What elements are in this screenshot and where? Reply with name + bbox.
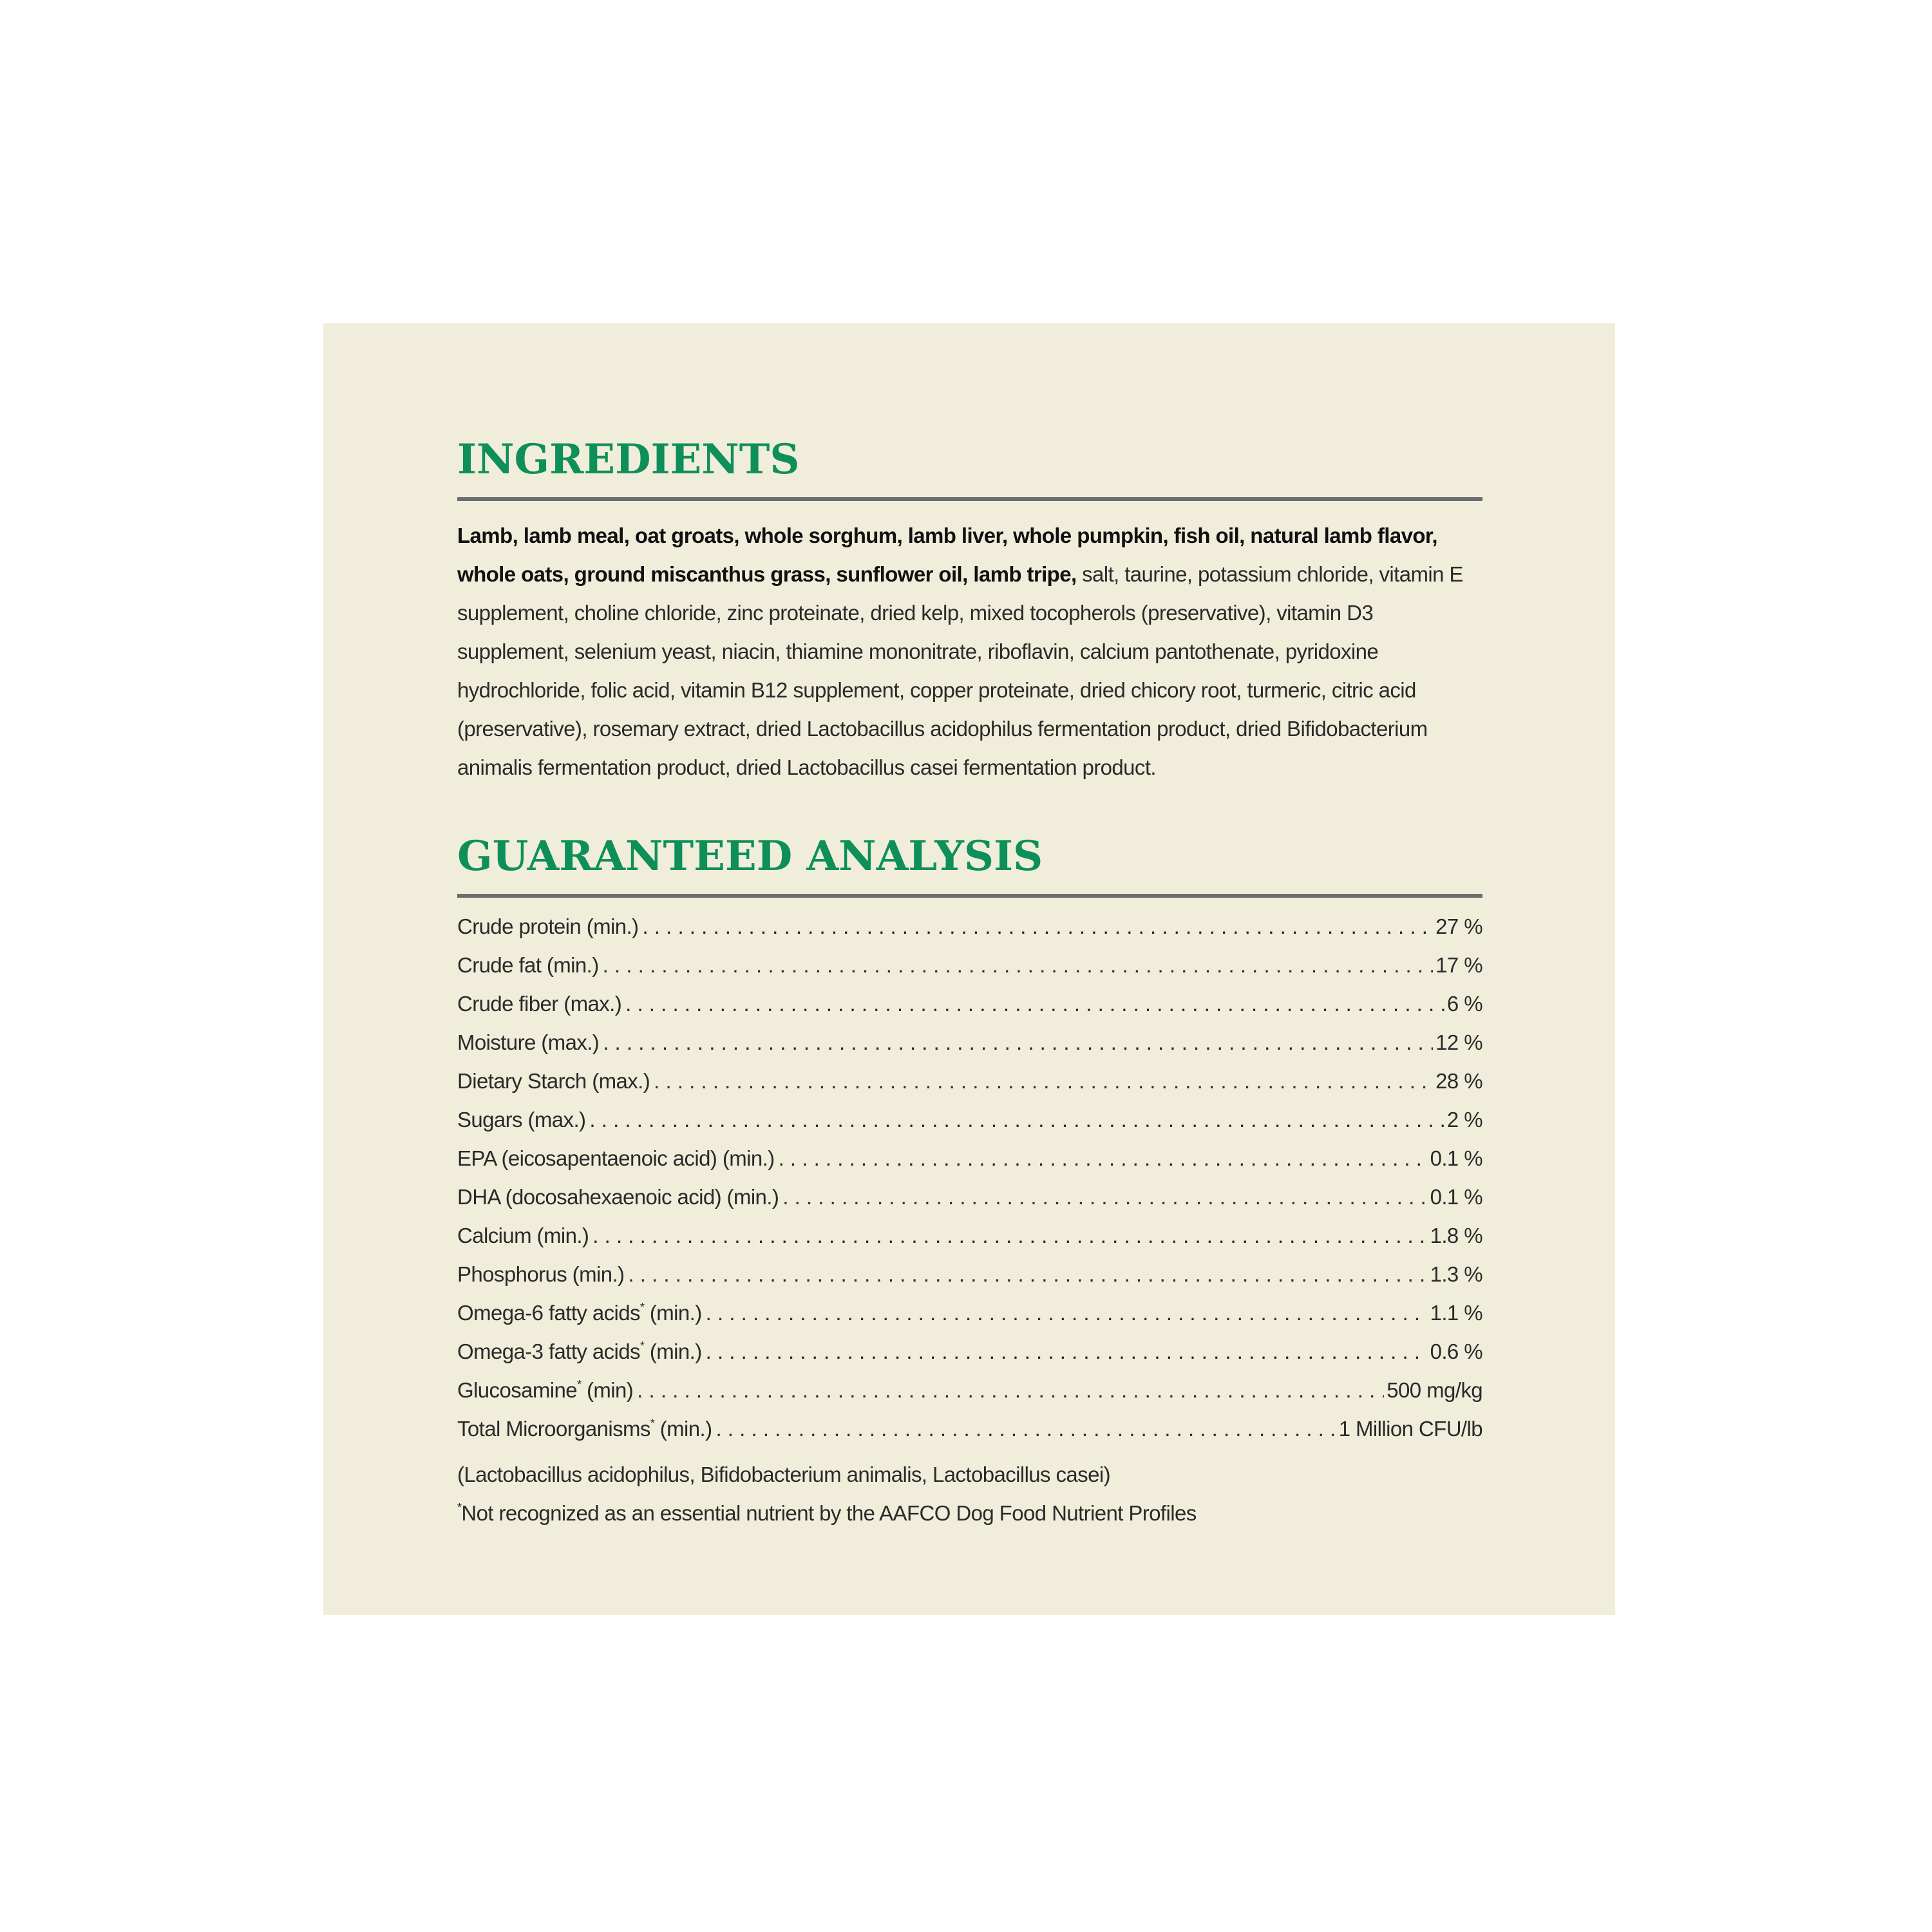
analysis-value: 1.1 % xyxy=(1430,1301,1482,1325)
dot-leader xyxy=(625,992,1444,1016)
dot-leader xyxy=(628,1262,1427,1287)
analysis-label-text: Phosphorus (min.) xyxy=(457,1262,625,1286)
guaranteed-analysis-heading: GUARANTEED ANALYSIS xyxy=(457,832,1043,880)
footnote-mark: * xyxy=(577,1378,582,1391)
analysis-value: 1 Million CFU/lb xyxy=(1338,1417,1482,1441)
analysis-row xyxy=(457,1378,1482,1417)
footnote-text: Not recognized as an essential nutrient by the AAFCO Dog Food Nutrient Profiles xyxy=(461,1501,1197,1525)
analysis-label-suffix: (min.) xyxy=(654,1417,712,1441)
analysis-label-suffix: (min.) xyxy=(644,1301,702,1325)
analysis-label xyxy=(457,1146,775,1171)
analysis-label xyxy=(457,1417,712,1441)
analysis-value: 1.8 % xyxy=(1430,1224,1482,1247)
analysis-row xyxy=(457,1224,1482,1262)
analysis-label xyxy=(457,1378,633,1403)
analysis-row xyxy=(457,1185,1482,1224)
analysis-label xyxy=(457,992,621,1016)
dot-leader xyxy=(706,1301,1428,1325)
analysis-value: 6 % xyxy=(1446,992,1482,1016)
analysis-rows xyxy=(457,914,1482,1455)
dot-leader xyxy=(715,1417,1336,1441)
footnote-mark: * xyxy=(457,1501,462,1514)
analysis-row xyxy=(457,1301,1482,1340)
analysis-row xyxy=(457,1108,1482,1146)
analysis-value: 27 % xyxy=(1435,914,1482,938)
ingredients-divider xyxy=(457,497,1482,501)
analysis-value: 2 % xyxy=(1446,1108,1482,1132)
analysis-row xyxy=(457,1146,1482,1185)
guaranteed-analysis-table xyxy=(457,914,1482,1533)
analysis-label-text: Crude fat (min.) xyxy=(457,953,599,977)
analysis-label-text: Omega-6 fatty acids xyxy=(457,1301,640,1325)
analysis-label xyxy=(457,1030,599,1055)
analysis-label xyxy=(457,1108,585,1132)
ingredients-primary: Lamb, lamb meal, oat groats, whole sorghum, lamb liver, whole pumpkin, fish oil, natural lamb flavor, whole oats, ground miscanthus grass, sunflower oil, lamb tripe, xyxy=(457,524,1437,586)
analysis-row xyxy=(457,1417,1482,1455)
analysis-row xyxy=(457,1030,1482,1069)
footnote xyxy=(457,1494,1482,1533)
dot-leader xyxy=(779,1146,1428,1171)
dot-leader xyxy=(654,1069,1433,1094)
nutrition-panel xyxy=(323,323,1615,1615)
analysis-label-text: Sugars (max.) xyxy=(457,1108,586,1132)
analysis-value: 0.6 % xyxy=(1430,1340,1482,1363)
analysis-row xyxy=(457,953,1482,992)
analysis-row xyxy=(457,1069,1482,1108)
ingredients-secondary: salt, taurine, potassium chloride, vitamin E supplement, choline chloride, zinc proteinate, dried kelp, mixed tocopherols (preservative), vitamin D3 supplement, selenium yeast, niacin, thiamine mononitrate, riboflavin, calcium pantothenate, pyridoxine hydrochloride, folic acid, vitamin B12 supplement, copper proteinate, dried chicory root, turmeric, citric acid (preservative), rosemary extract, dried Lactobacillus acidophilus fermentation product, dried Bifidobacterium animalis fermentation product, dried Lactobacillus casei fermentation product. xyxy=(457,562,1463,779)
dot-leader xyxy=(706,1340,1428,1364)
analysis-label-text: EPA (eicosapentaenoic acid) (min.) xyxy=(457,1146,775,1170)
ingredients-heading: INGREDIENTS xyxy=(457,435,800,484)
dot-leader xyxy=(603,1030,1433,1055)
analysis-label-text: Calcium (min.) xyxy=(457,1224,589,1247)
microorganisms-note: (Lactobacillus acidophilus, Bifidobacterium animalis, Lactobacillus casei) xyxy=(457,1463,1110,1486)
dot-leader xyxy=(637,1378,1384,1403)
analysis-label-text: Glucosamine xyxy=(457,1378,577,1402)
analysis-label xyxy=(457,953,599,978)
footnote-mark: * xyxy=(639,1301,645,1314)
analysis-label xyxy=(457,1224,589,1248)
analysis-value: 28 % xyxy=(1435,1069,1482,1093)
dot-leader xyxy=(642,914,1433,939)
dot-leader xyxy=(782,1185,1427,1209)
analysis-label-text: Crude fiber (max.) xyxy=(457,992,622,1016)
analysis-label xyxy=(457,1185,779,1209)
analysis-value: 500 mg/kg xyxy=(1387,1378,1482,1402)
analysis-label-text: Dietary Starch (max.) xyxy=(457,1069,650,1093)
dot-leader xyxy=(589,1108,1444,1132)
analysis-value: 1.3 % xyxy=(1430,1262,1482,1286)
dot-leader xyxy=(592,1224,1427,1248)
analysis-label xyxy=(457,1301,702,1325)
analysis-row xyxy=(457,1262,1482,1301)
analysis-value: 0.1 % xyxy=(1430,1185,1482,1209)
analysis-row xyxy=(457,992,1482,1030)
analysis-divider xyxy=(457,894,1482,898)
analysis-label-text: Total Microorganisms xyxy=(457,1417,650,1441)
analysis-label-text: Omega-3 fatty acids xyxy=(457,1340,640,1363)
footnote-mark: * xyxy=(639,1340,645,1352)
analysis-row xyxy=(457,1340,1482,1378)
analysis-label-suffix: (min.) xyxy=(644,1340,702,1363)
analysis-label xyxy=(457,1340,702,1364)
analysis-value: 0.1 % xyxy=(1430,1146,1482,1170)
ingredients-list xyxy=(457,516,1482,787)
analysis-value: 17 % xyxy=(1435,953,1482,977)
dot-leader xyxy=(603,953,1434,978)
analysis-label-text: DHA (docosahexaenoic acid) (min.) xyxy=(457,1185,779,1209)
analysis-label xyxy=(457,1262,624,1287)
footnote-mark: * xyxy=(650,1417,655,1430)
analysis-row xyxy=(457,914,1482,953)
analysis-label-text: Moisture (max.) xyxy=(457,1030,600,1054)
analysis-label xyxy=(457,1069,650,1094)
analysis-value: 12 % xyxy=(1435,1030,1482,1054)
analysis-label xyxy=(457,914,638,939)
analysis-label-suffix: (min) xyxy=(581,1378,634,1402)
analysis-label-text: Crude protein (min.) xyxy=(457,914,639,938)
